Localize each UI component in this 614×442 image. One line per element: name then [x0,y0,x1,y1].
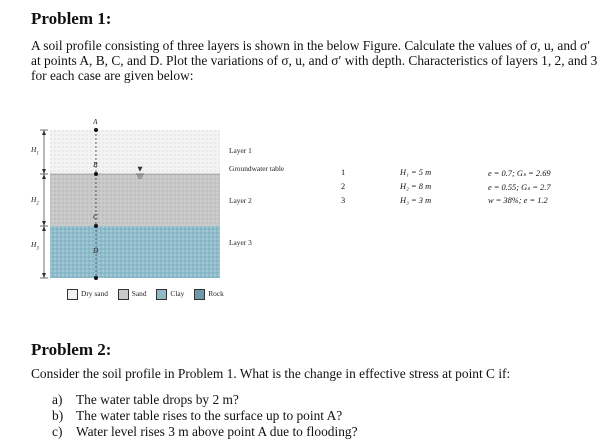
dimension-lines [40,130,48,278]
table-row-3-props: w = 38%; e = 1.2 [488,196,548,205]
point-b-label: B [93,160,98,169]
legend-rock: Rock [194,289,224,298]
problem2-heading: Problem 2: [31,340,112,359]
problem1-line-1: A soil profile consisting of three layers is shown in the below Figure. Calculate the values of σ, u, and σ′ [31,38,591,53]
h3-label: $H_3$ [31,240,39,252]
layer-2-fill [50,174,220,226]
table-row-2-props: e = 0.55; Gₛ = 2.7 [488,183,551,192]
problem1-line-3: for each case are given below: [31,68,194,83]
layer-3-fill [50,226,220,278]
table-row-3-h: H₃ = 3 m [400,196,432,205]
point-d-label: D [93,246,99,255]
table-row-1-num: 1 [341,168,346,177]
problem2-item-a: The water table drops by 2 m? [76,392,239,407]
table-row-1-h: H₁ = 5 m [400,168,432,177]
problem2-item-a-marker: a) [52,392,63,407]
legend-dry-sand: Dry sand [67,289,108,298]
problem2-item-b-marker: b) [52,408,64,423]
groundwater-label: Groundwater table [229,164,285,173]
soil-profile-figure [30,118,240,303]
legend-clay: Clay [156,289,184,298]
problem2-item-c-marker: c) [52,424,63,439]
problem2-item-b: The water table rises to the surface up to point A? [76,408,343,423]
layer-1-fill [50,130,220,170]
table-row-1-props: e = 0.7; Gₛ = 2.69 [488,169,551,178]
legend-sand: Sand [118,289,147,298]
h2-label: $H_2$ [31,195,39,207]
problem2-question: Consider the soil profile in Problem 1. What is the change in effective stress at point C if: [31,366,511,381]
table-row-3-num: 3 [341,196,346,205]
point-c-label: C [93,212,98,221]
problem2-item-c: Water level rises 3 m above point A due to flooding? [76,424,358,439]
table-row-2-h: H₂ = 8 m [400,182,432,191]
problem1-heading: Problem 1: [31,9,112,28]
layer-3-label: Layer 3 [229,238,252,247]
h1-label: $H_1$ [31,145,39,157]
table-row-2-num: 2 [341,182,346,191]
problem1-line-2: at points A, B, C, and D. Plot the variations of σ, u, and σ′ with depth. Characteristics of layers 1, 2, and 3 [31,53,598,68]
layer-1-label: Layer 1 [229,146,252,155]
figure-legend [67,289,224,300]
point-a-label: A [93,117,98,126]
layer-2-label: Layer 2 [229,196,252,205]
